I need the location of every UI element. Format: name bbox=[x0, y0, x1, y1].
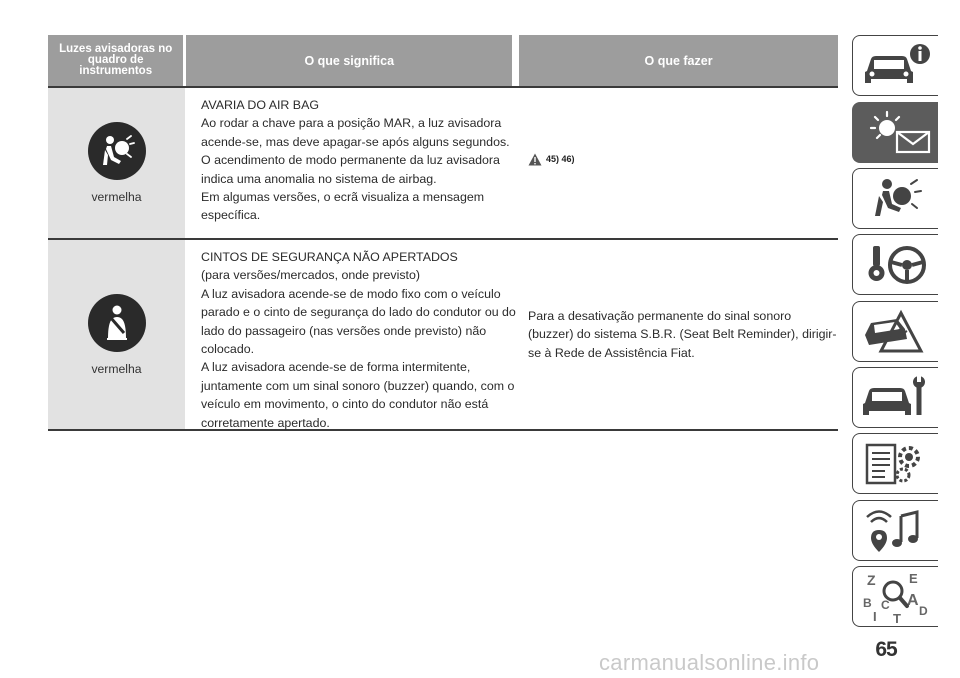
table-row bbox=[48, 238, 838, 431]
key-steering-wheel-icon bbox=[857, 240, 935, 290]
table-header bbox=[48, 35, 838, 86]
svg-text:A: A bbox=[906, 591, 919, 609]
meaning-text: O acendimento de modo permanente da luz avisadora indica uma anomalia no sistema de airbag. bbox=[201, 153, 500, 186]
sidebar-tab-emergency[interactable] bbox=[852, 301, 938, 362]
car-service-icon bbox=[857, 373, 935, 423]
svg-text:I: I bbox=[872, 608, 877, 624]
sidebar-tab-safety[interactable] bbox=[852, 168, 938, 229]
lamp-cell bbox=[48, 88, 185, 238]
sidebar-tab-warning-lights[interactable] bbox=[852, 102, 938, 163]
action-cell bbox=[525, 240, 838, 429]
lamp-color-label: vermelha bbox=[91, 190, 142, 204]
svg-text:B: B bbox=[862, 595, 872, 610]
lamp-cell bbox=[48, 240, 185, 429]
sidebar-tab-car-info[interactable] bbox=[852, 35, 938, 96]
sidebar-tab-multimedia[interactable] bbox=[852, 500, 938, 561]
meaning-text: (para versões/mercados, onde previsto) bbox=[201, 268, 421, 283]
svg-text:T: T bbox=[892, 610, 901, 625]
header-warning-lights: Luzes avisadoras no quadro de instrumentos bbox=[59, 43, 173, 77]
meaning-text: A luz avisadora acende-se de forma intermitente, juntamente com um sinal sonoro (buzzer) quando, com o veículo em movimento, o cinto do condutor não está corretamente apertado. bbox=[201, 360, 515, 430]
table-row bbox=[48, 86, 838, 238]
airbag-safety-icon bbox=[857, 174, 935, 224]
svg-text:C: C bbox=[880, 597, 890, 612]
meaning-title: AVARIA DO AIR BAG bbox=[201, 98, 319, 112]
svg-text:D: D bbox=[918, 603, 928, 618]
seatbelt-warning-icon bbox=[88, 294, 146, 352]
car-info-icon bbox=[857, 41, 935, 91]
warning-lights-table bbox=[48, 35, 838, 431]
lamp-color-label: vermelha bbox=[91, 361, 142, 376]
technical-data-icon bbox=[857, 439, 935, 489]
meaning-cell bbox=[185, 88, 525, 238]
header-action: O que fazer bbox=[644, 53, 713, 68]
svg-text:E: E bbox=[908, 570, 918, 586]
meaning-text: Ao rodar a chave para a posição MAR, a luz avisadora acende-se, mas deve apagar-se após alguns segundos. bbox=[201, 116, 510, 149]
airbag-warning-icon bbox=[88, 122, 146, 180]
sidebar-tab-starting-driving[interactable] bbox=[852, 234, 938, 295]
sidebar-tab-index[interactable] bbox=[852, 566, 938, 627]
warning-triangle-icon bbox=[528, 153, 542, 166]
header-meaning: O que significa bbox=[304, 53, 395, 68]
car-accident-icon bbox=[857, 307, 935, 357]
watermark: carmanualsonline.info bbox=[599, 650, 820, 675]
meaning-text: Em algumas versões, o ecrã visualiza a mensagem específica. bbox=[201, 190, 485, 223]
sidebar-tab-technical-data[interactable] bbox=[852, 433, 938, 494]
sidebar-tab-maintenance[interactable] bbox=[852, 367, 938, 428]
warning-reference-numbers: 45) 46) bbox=[546, 153, 575, 164]
warning-reference bbox=[528, 150, 575, 168]
page-number: 65 bbox=[875, 638, 897, 661]
action-text: Para a desativação permanente do sinal sonoro (buzzer) do sistema S.B.R. (Seat Belt Reminder), dirigir-se à Rede de Assistência Fiat. bbox=[528, 308, 837, 360]
action-cell bbox=[525, 88, 838, 238]
alphabetical-index-icon bbox=[857, 569, 935, 625]
svg-text:Z: Z bbox=[866, 571, 876, 588]
multimedia-icon bbox=[857, 506, 935, 556]
meaning-text: A luz avisadora acende-se de modo fixo com o veículo parado e o cinto de segurança do lado do condutor ou do lado do passageiro (nas versões onde previsto) não colocado. bbox=[201, 286, 516, 357]
meaning-title: CINTOS DE SEGURANÇA NÃO APERTADOS bbox=[201, 250, 458, 264]
warning-light-message-icon bbox=[857, 108, 935, 158]
meaning-cell bbox=[185, 240, 525, 429]
